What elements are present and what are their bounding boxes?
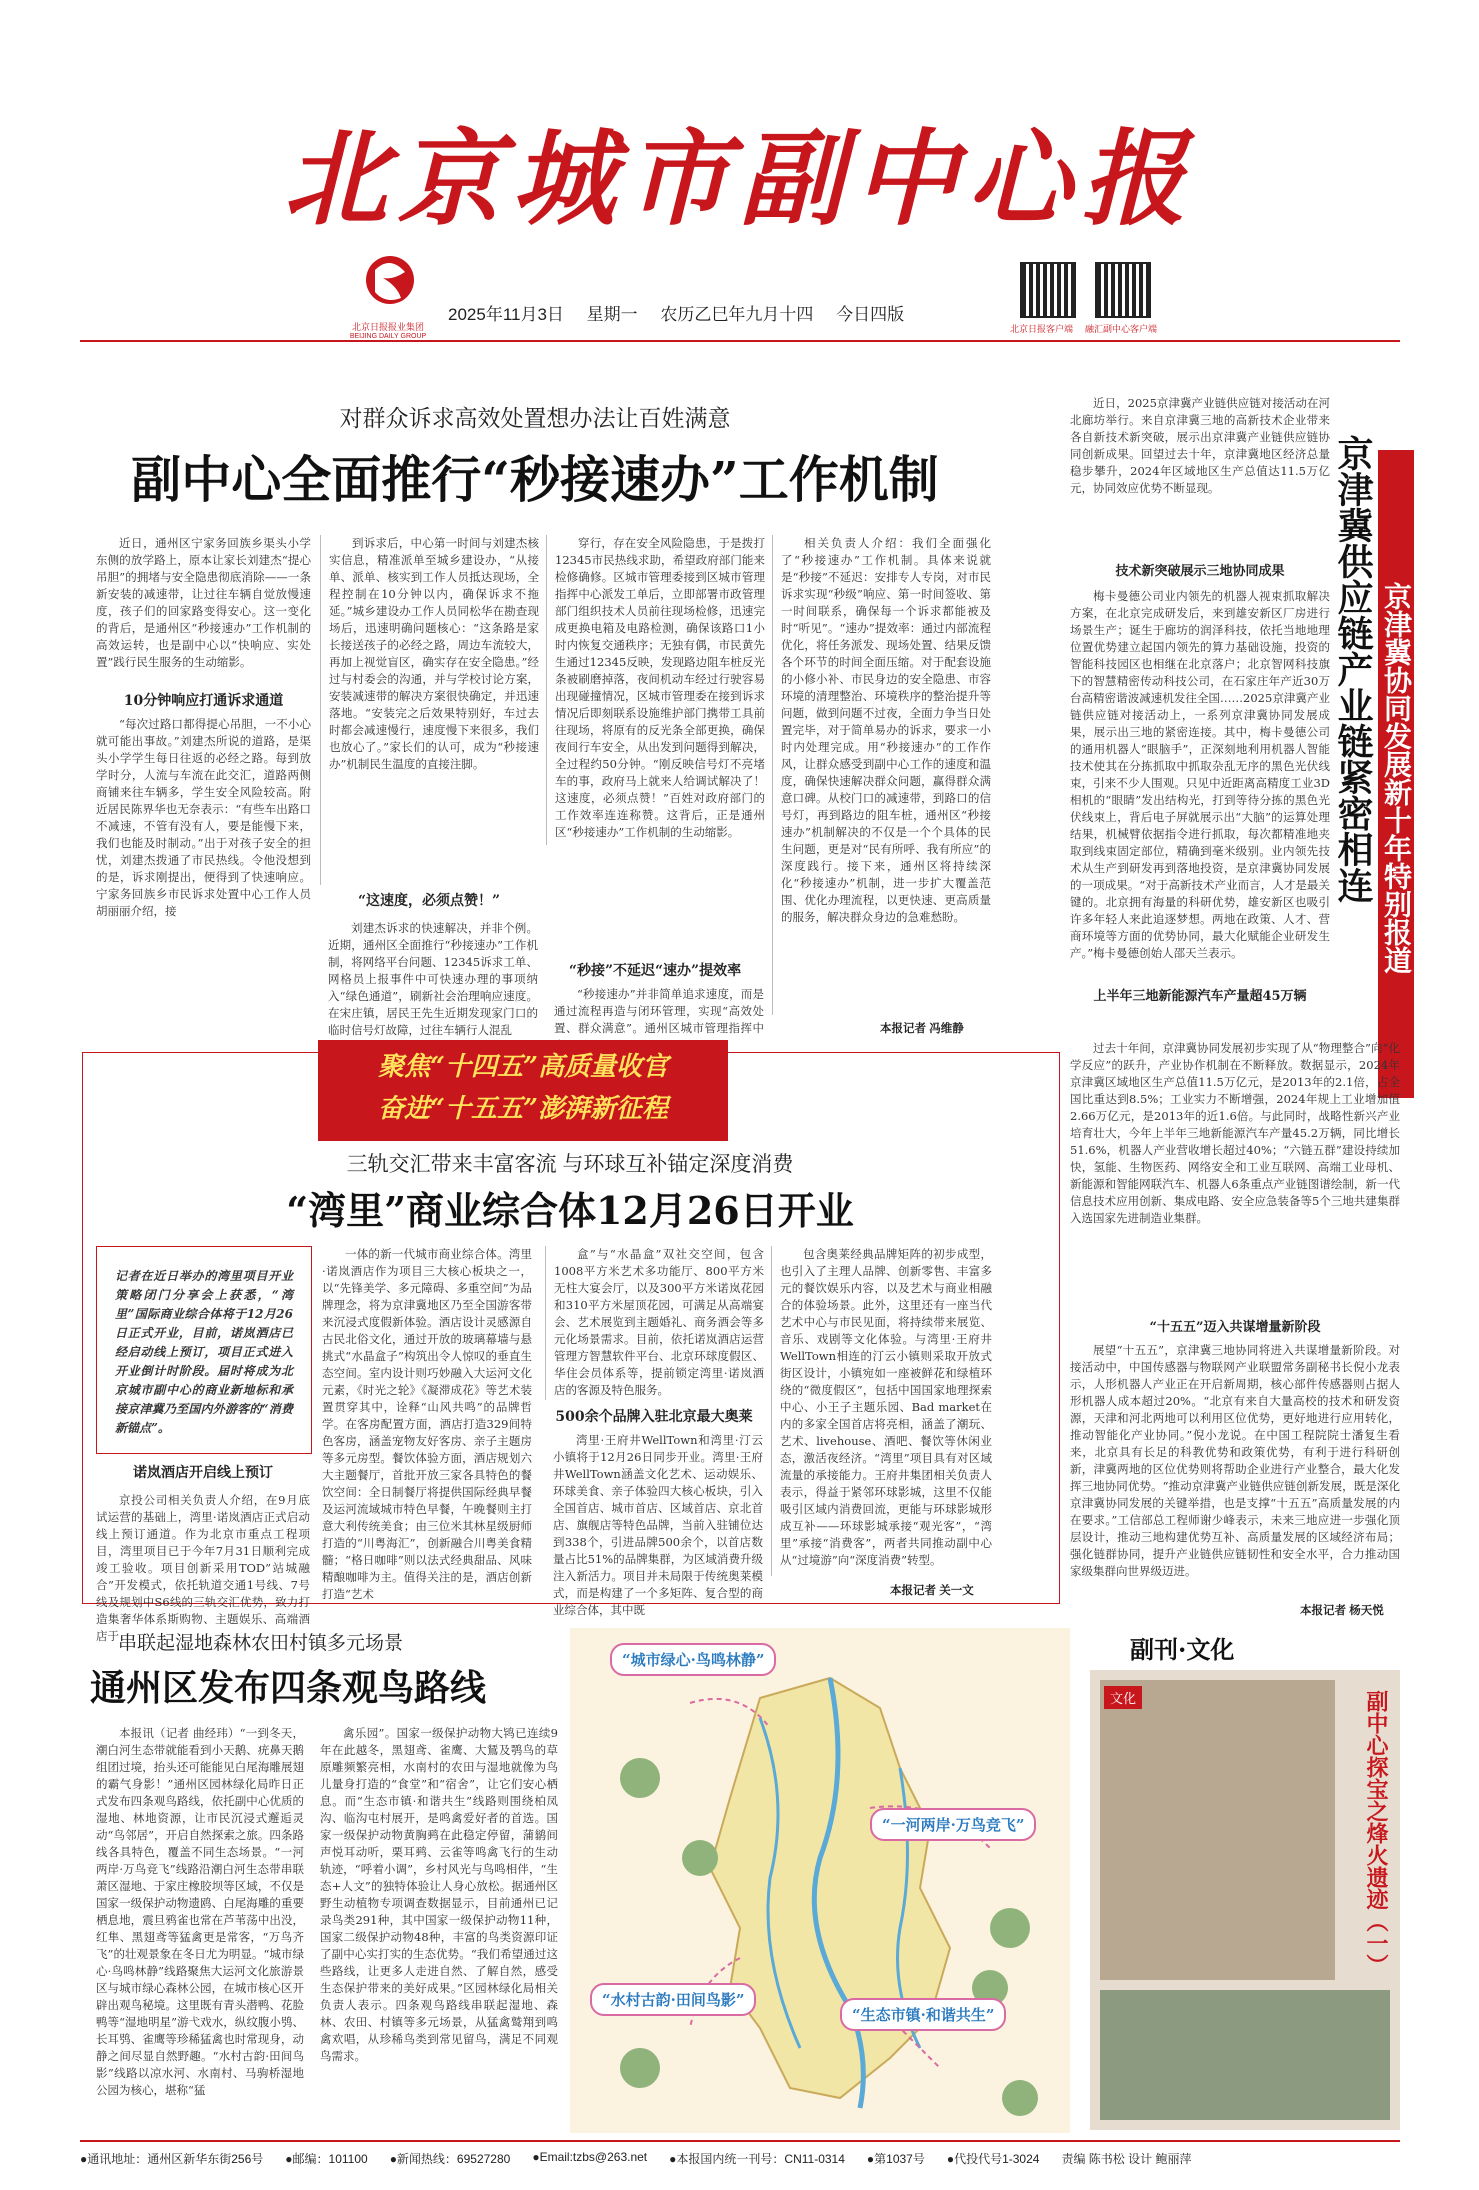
qr-code-left[interactable] [1020,262,1076,318]
lead-col3: 穿行，存在安全风险隐患，于是拨打12345市民热线求助，希望政府部门能来检修确修。区城市管理委接到区城市管理指挥中心派发工单后，立即部署市政管理部门组织技术人员前往现场检修，迅速完成更换电箱及电路检测，确保该路口1小时内恢复交通秩序；无独有偶，市民黄先生通过12345反映，发现路边阻车桩反光条被刷磨掉落，夜间机动车经过行驶容易出现碰撞情况，区城市管理委在接到诉求情况后即刻联系设施维护部门携带工具前往现场，将原有的反光条全部更换，确保夜间行车安全，从出发到问题得到解决，全过程约50分钟。“刚反映信号灯不亮堵车的事，政府马上就来人给调试解决了！这速度，必须点赞！”百姓对政府部门的工作效率连连称赞。这背后，正是通州区“秒接速办”工作机制的生动缩影。 [546,535,765,845]
footer-postcode: ●邮编：101100 [285,2152,368,2166]
supplement-photo-top [1100,1680,1335,1980]
lead-col1b: “每次过路口都得提心吊胆，一不小心就可能出事故。”刘建杰所说的道路，是渠头小学学生每日往返的必经之路。每到放学时分，人流与车流在此交汇，道路两侧商铺来往车辆多，学生安全风险较高。附近居民陈界华也无奈表示：“有些车出路口不减速，不管有没有人，要是能慢下来，我们也能及时制动。”出于对孩子安全的担忧，刘建杰拨通了市民热线。令他没想到的是，诉求刚提出，便得到了快速响应。宁家务回族乡市民诉求处置中心工作人员胡丽丽介绍，接 [96,717,311,918]
birdwatching-route-map [570,1628,1070,2133]
mid-subhead-1: 诺岚酒店开启线上预订 [133,1465,273,1481]
lead-col1: 近日，通州区宁家务回族乡渠头小学东侧的放学路上，原本让家长刘建杰“提心吊胆”的拥堵与安全隐患彻底消除——一条新安装的减速带，让过往车辆自觉放慢速度，孩子们的回家路变得安心。这一变化的背后，是通州区“秒接速办”工作机制的高效运转，也是副中心以“快响应、实处置”践行民生服务的生动缩影。 [96,536,311,669]
right-body-2: 过去十年间，京津冀协同发展初步实现了从“物理整合”向“化学反应”的跃升，产业协作机制在不断释放。数据显示，2024年京津冀区域地区生产总值11.5万亿元，是2013年的2.1倍，占全国比重达到8.5%；工业实力不断增强，2024年规上工业增加值2.66万亿元，是2013年的近1.6倍。与此同时，战略性新兴产业培育壮大，今年上半年三地新能源汽车产量45.2万辆，同比增长51.6%，机器人产业营收增长超过40%；“六链五群”建设持续加快，氢能、生物医药、网络安全和工业互联网、高端工业母机、新能源和智能网联汽车、机器人6条重点产业链图谱绘制，新一代信息技术应用创新、集成电路、安全应急装备等5个三地共建集群入选国家先进制造业集群。 [1070,1041,1400,1225]
dateline [448,300,922,325]
mid-col3: 盒”与“水晶盒”双社交空间，包含1008平方米艺术多功能厅、800平方米无柱大宴会厅，以及300平方米诺岚花园和310平方米屋顶花园，可满足从高端宴会、艺术展览到主题婚礼、商务酒会等多元化场景需求。目前，依托诺岚酒店运营管理方智慧软件平台、北京环球度假区、华住会员体系等，提前锁定湾里·诺岚酒店的客源及特色服务。 [545,1246,764,1400]
right-body-3: 展望“十五五”，京津冀三地协同将进入共谋增量新阶段。对接活动中，中国传感器与物联网产业联盟常务副秘书长倪小龙表示，人形机器人产业正在开启新周期，核心部件传感器则占据人形机器人成本超过20%。“北京有来自大量高校的技术和研发资源，天津和河北两地可以利用区位优势，更好地进行应用转化，推动智能化产业协同。”倪小龙说。在中国工程院院士潘复生看来，北京具有长足的科教优势和政策优势，有利于进行科研创新，津冀两地的区位优势则将帮助企业进行产业整合，最大化发挥三地协同优势。“推动京津冀产业链供应链创新发展，既是深化京津冀协同发展的关键举措，也是支撑“十五五”高质量发展的内在要求。”工信部总工程师谢少峰表示，未来三地应进一步强化顶层设计，推动三地构建优势互补、高质量发展的区域经济布局；强化链群协同，提升产业链供应链韧性和安全水平，合力推动国家级集群向世界级迈进。 [1070,1343,1400,1578]
mid-col3b: 湾里·王府井WellTown和湾里·汀云小镇将于12月26日同步开业。湾里·王府井WellTown涵盖文化艺术、运动娱乐、环球美食、亲子体验四大核心板块，引入全国首店、城市首店、区域首店、京北首店、旗舰店等特色品牌，当前入驻铺位达到338个，引进品牌500余个，以首店数量占比51%的品牌集群，为区域消费升级注入新活力。项目并未局限于传统奥莱模式，而是构建了一个多矩阵、复合型的商业综合体，其中既 [553,1433,763,1617]
bottom-kicker: 串联起湿地森林农田村镇多元场景 [118,1633,404,1654]
lead-subhead-2: “这速度，必须点赞！” [357,893,501,909]
footer-editors: 责编 陈书松 设计 鲍丽萍 [1061,2152,1192,2166]
mid-quote-text: 记者在近日举办的湾里项目开业策略闭门分享会上获悉，“湾里”国际商业综合体将于12月26日正式开业，目前，诺岚酒店已经启动线上预订，项目正式进入开业倒计时阶段。届时将成为北京城市副中心的商业新地标和承接京津冀乃至国内外游客的“消费新锚点”。 [115,1269,293,1435]
map-illustration [570,1628,1070,2133]
mid-kicker: 三轨交汇带来丰富客流 与环球互补锚定深度消费 [346,1153,794,1176]
supplement-label: 副刊·文化 [1130,1635,1235,1664]
beijing-daily-group-logo-icon [335,250,445,320]
lead-byline: 本报记者 冯维静 [880,1023,964,1035]
map-route-label-3: “水村古韵·田间鸟影” [590,1983,756,2016]
lead-col3b: “秒接速办”并非简单追求速度，而是通过流程再造与闭环管理，实现“高效处置、群众满意”。通州区城市管理指挥中 [554,987,764,1035]
qr-label-right: 融汇副中心客户端 [1085,324,1158,334]
map-route-label-2: “一河两岸·万鸟竞飞” [870,1808,1036,1841]
weekday: 星期一 [586,305,638,324]
lead-subhead-1: 10分钟响应打通诉求通道 [123,693,284,709]
lead-subhead-3: “秒接”不延迟“速办”提效率 [568,963,742,979]
lead-headline: 副中心全面推行“秒接速办”工作机制 [131,450,939,509]
supplement-photo-bottom [1100,1990,1390,2120]
group-logo-text: 北京日报报业集团 BEIJING DAILY GROUP [349,322,427,340]
banner-line-2: 奋进“十五五”澎湃新征程 [378,1094,668,1124]
mid-col2: 一体的新一代城市商业综合体。湾里·诺岚酒店作为项目三大核心板块之一，以“先锋美学、多元障碍、多重空间”为品牌理念，将为京津冀地区乃至全国游客带来沉浸式度假新体验。酒店设计灵感源自古民北俗文化，通过开放的玻璃幕墙与悬挑式“水晶盒子”构筑出令人惊叹的垂直生态空间。室内设计则巧妙融入大运河文化元素，《时光之轮》《凝滞成花》等艺术装置贯穿其中，诠释“山风共鸣”的品牌哲学。在客房配置方面，酒店打造329间特色客房，涵盖宠物友好客房、亲子主题房等多元房型。餐饮体验方面，酒店规划六大主题餐厅，首批开放三家各具特色的餐饮空间：全日制餐厅将提供国际经典早餐及运河流域城市特色早餐，午晚餐则主打意大利传统美食；由三位米其林星级厨师打造的“川粤海汇”，创新融合川粤美食精髓；“格日咖啡”则以法式经典甜品、风味精酿咖啡为主。值得关注的是，酒店创新打造“艺术 [322,1247,532,1601]
qr-label-left: 北京日报客户端 [1010,324,1074,334]
supplement-image-caption: 副中心探宝之烽火遗迹（一） [1363,1690,1389,1976]
footer-post-code: ●代投代号1-3024 [946,2152,1040,2166]
footer-issn: ●本报国内统一刊号：CN11-0314 [669,2152,845,2166]
footer-address: ●通讯地址：通州区新华东街256号 [80,2152,264,2166]
right-subhead-3: “十五五”迈入共谋增量新阶段 [1149,1320,1321,1335]
page-count: 今日四版 [836,305,905,324]
series-label: 京津冀协同发展新十年特别报道 [1378,450,1414,1098]
masthead-rule [80,340,1400,342]
right-subhead-2: 上半年三地新能源汽车产量超45万辆 [1093,989,1307,1004]
mid-headline: “湾里”商业综合体12月26日开业 [286,1188,854,1233]
mid-subhead-2: 500余个品牌入驻北京最大奥莱 [555,1409,753,1425]
right-byline: 本报记者 杨天悦 [1300,1605,1384,1617]
issue-date: 2025年11月3日 [448,305,564,324]
map-route-label-4: “生态市镇·和谐共生” [840,1998,1006,2031]
banner-line-1: 聚焦“十四五”高质量收官 [378,1052,668,1082]
lead-col2: 到诉求后，中心第一时间与刘建杰核实信息，精准派单至城乡建设办，“从接单、派单、核实到工作人员抵达现场，全程控制在10分钟以内，确保诉求不拖延。”城乡建设办工作人员同松华在勘查现场后，迅速明确问题核心：“这条路是家长接送孩子的必经之路，周边车流较大，再加上视觉盲区，确实存在安全隐患。”经过与村委会的沟通，并与学校讨论方案，安装减速带的解决方案很快确定，并迅速落地。“安装完之后效果特别好，车过去时都会减速慢行，速度慢下来很多，我们也放心了。”家长们的认可，成为“秒接速办”机制民生温度的直接注脚。 [320,535,539,885]
supplement-preview-image[interactable] [1090,1670,1400,2130]
lead-col4: 相关负责人介绍：我们全面强化了“秒接速办”工作机制。具体来说就是“秒接”不延迟：安排专人专岗，对市民诉求实现“秒级”响应、第一时间签收、第一时间联系，确保每一个诉求都能被及时“听见”。“速办”提效率：通过内部流程优化，将任务派发、现场处置、结果反馈各个环节的时间全面压缩。对于配套设施的小修小补、市民身边的安全隐患、市容环境的清理整治、环境秩序的整治提升等问题，做到问题不过夜，全面力争当日处置完毕，对于简单易办的诉求，要求一小时内处理完成。用“秒接速办”的工作作风，让群众感受到副中心工作的速度和温度，确保快速解决群众问题，赢得群众满意口碑。从校门口的减速带，到路口的信号灯，再到路边的阻车桩，通州区“秒接速办”机制解决的不仅是一个个具体的民生问题，更是对“民有所呼、我有所应”的深度践行。接下来，通州区将持续深化“秒接速办”机制，进一步扩大覆盖范围、优化办理流程，以更快速、更高质量的服务，解决群众身边的急难愁盼。 [772,535,991,1015]
footer-issue: ●第1037号 [866,2152,925,2166]
right-body-1: 梅卡曼德公司业内领先的机器人视束抓取解决方案，在北京完成研发后，来到雄安新区厂房进行场景生产；诞生于廊坊的润泽科技，依托当地地理位置优势建立起国内领先的算力基础设施，投资的智能科技园区也相继在北京落户；北京智网科技旗下的智慧精密传动科技公司，在石家庄年产近30万台高精密谐波减速机发往全国……2025京津冀产业链供应链对接活动上，一系列京津冀协同发展成果，展示出三地的紧密连接。其中，梅卡曼德公司的通用机器人“眼脑手”，正深刻地利用机器人智能技术使其在分拣抓取中抓取杂乱无序的黑色光伏线束，引来不少人围观。只见中近距离高精度工业3D相机的“眼睛”发出结构光，打到等待分拣的黑色光伏线束上，背后电子屏就展示出“大脑”的运算处理结果，机械臂依据指令进行抓取，每次都精准地夹取到线束固定部位，精确到毫米级别。业内领先技术从生产到研发再到落地投资，是京津冀协同发展的一项成果。“对于高新技术产业而言，人才是最关键的。北京拥有海量的科研优势，雄安新区也吸引许多年轻人来此追逐梦想。两地在政策、人才、营商环境等方面的优势协同，最大化赋能企业研发生产。”梅卡曼德创始人邵天兰表示。 [1070,589,1330,960]
right-headline: 京津冀供应链产业链紧密相连 [1332,435,1374,903]
bottom-headline: 通州区发布四条观鸟路线 [90,1667,487,1709]
footer-hotline: ●新闻热线：69527280 [389,2152,511,2166]
supplement-mini-tag: 文化 [1104,1686,1142,1709]
footer [80,2150,1400,2167]
bottom-col2: 禽乐园”。国家一级保护动物大鸨已连续9年在此越冬，黑翅鸢、雀鹰、大鵟及鹗鸟的草原雕频繁亮相，水南村的农田与湿地就像为鸟儿量身打造的“食堂”和“宿舍”，让它们安心栖息。而“生态市镇·和谐共生”线路则围绕柏凤沟、临沟屯村展开，是鸣禽爱好者的首选。国家一级保护动物黄胸鹀在此稳定停留，蒲鹟间声悦耳动听，栗耳鹀、云雀等鸣禽飞行的生动轨迹，“呼着小调”，乡村风光与鸟鸣相伴，“生态+人文”的独特体验让人身心放松。据通州区野生动植物专项调查数据显示，目前通州已记录鸟类291种，其中国家一级保护动物11种，国家二级保护动物48种，丰富的鸟类资源印证了副中心实打实的生态优势。“我们希望通过这些路线，让更多人走进自然、了解自然，感受生态保护带来的美好成果。”区园林绿化局相关负责人表示。四条观鸟路线串联起湿地、森林、农田、村镇等多元场景，从猛禽鹫翔到鸣禽欢唱，从珍稀鸟类到常见留鸟，满足不同观鸟需求。 [320,1726,558,2063]
mid-col4: 包含奥莱经典品牌矩阵的初步成型，也引入了主理人品牌、创新零售、丰富多元的餐饮娱乐内容，以及艺术与商业相融合的体验场景。此外，这里还有一座当代艺术中心与市民见面，将持续带来展览、音乐、戏剧等文化体验。与湾里·王府井WellTown相连的汀云小镇则采取开放式街区设计，小镇宛如一座被鲜花和绿植环绕的“微度假区”，包括中国国家地理探索中心、小王子主题乐园、Bad market在内的多家全国首店将亮相，涵盖了潮玩、艺术、livehouse、酒吧、餐饮等休闲业态，激活夜经济。“湾里”项目具有对区域流量的承接能力。王府井集团相关负责人表示，得益于紧邻环球影城，这里不仅能吸引区域内消费回流，更能与环球影城形成互补——环球影城承接“观光客”，“湾里”承接“消费客”，两者共同推动副中心从“过境游”向“深度消费”转型。 [771,1246,992,1576]
right-subhead-1: 技术新突破展示三地协同成果 [1115,564,1285,579]
masthead-title: 北京城市副中心报 [283,117,1196,240]
campaign-banner [318,1040,728,1141]
right-intro: 近日，2025京津冀产业链供应链对接活动在河北廊坊举行。来自京津冀三地的高新技术企业带来各自新技术新突破，展示出京津冀产业链供应链协同创新成果。回望过去十年，京津冀地区经济总量稳步攀升，2024年区域地区生产总值达11.5万亿元，协同效应优势不断显现。 [1070,396,1330,495]
bottom-col1: 本报讯（记者 曲经玮）“一到冬天，潮白河生态带就能看到小天鹅、疣鼻天鹅组团过境，抬头还可能能见白尾海雕展翅的霸气身影！”通州区园林绿化局昨日正式发布四条观鸟路线，依托副中心优质的湿地、林地资源，让市民沉浸式邂逅灵动“鸟邻居”，开启自然探索之旅。四条路线各具特色，覆盖不同生态场景。“一河两岸·万鸟竞飞”线路沿潮白河生态带串联萧区湿地、于家庄橡胶坝等区域，不仅是国家一级保护动物遗鸥、白尾海雕的重要栖息地，震旦鸦雀也常在芦苇荡中出没，红隼、黑翅鸢等猛禽更是常客，“万鸟齐飞”的壮观景象在冬日尤为明显。“城市绿心·鸟鸣林静”线路聚焦大运河文化旅游景区与城市绿心森林公园，在城市核心区开辟出观鸟秘境。这里既有青头潜鸭、花脸鸭等“湿地明星”游弋戏水，纵纹腹小鸮、长耳鸮、雀鹰等珍稀猛禽也时常现身，动静之间尽显自然野趣。“水村古韵·田间鸟影”线路以凉水河、水南村、马驹桥湿地公园为核心，堪称“猛 [96,1726,304,2097]
map-route-label-1: “城市绿心·鸟鸣林静” [610,1643,776,1676]
mid-body-1: 京投公司相关负责人介绍，在9月底试运营的基础上，湾里·诺岚酒店正式启动线上预订通道。作为北京市重点工程项目，湾里项目已于今年7月31日顺利完成竣工验收。项目创新采用TOD”站城融合”开发模式，依托轨道交通1号线、7号线及规划中S6线的三轨交汇优势，致力打造集奢华体系斯购物、主题娱乐、高端酒店于 [96,1493,310,1643]
lead-col2b: 刘建杰诉求的快速解决，并非个例。近期，通州区全面推行“秒接速办”工作机制，将网络平台问题、12345诉求工单、网格员上报事件中可快速办理的事项纳入“绿色通道”，刷新社会治理响应速度。在宋庄镇，居民王先生近期发现家门口的临时信号灯故障，过往车辆行人混乱 [328,921,538,1037]
footer-email: ●Email:tzbs@263.net [532,2150,648,2164]
lunar-date: 农历乙巳年九月十四 [660,305,814,324]
mid-quote-box [96,1246,312,1454]
lead-kicker: 对群众诉求高效处置想办法让百姓满意 [339,405,731,431]
mid-byline: 本报记者 关一文 [890,1585,974,1597]
qr-code-right[interactable] [1095,262,1151,318]
footer-rule [80,2140,1400,2142]
